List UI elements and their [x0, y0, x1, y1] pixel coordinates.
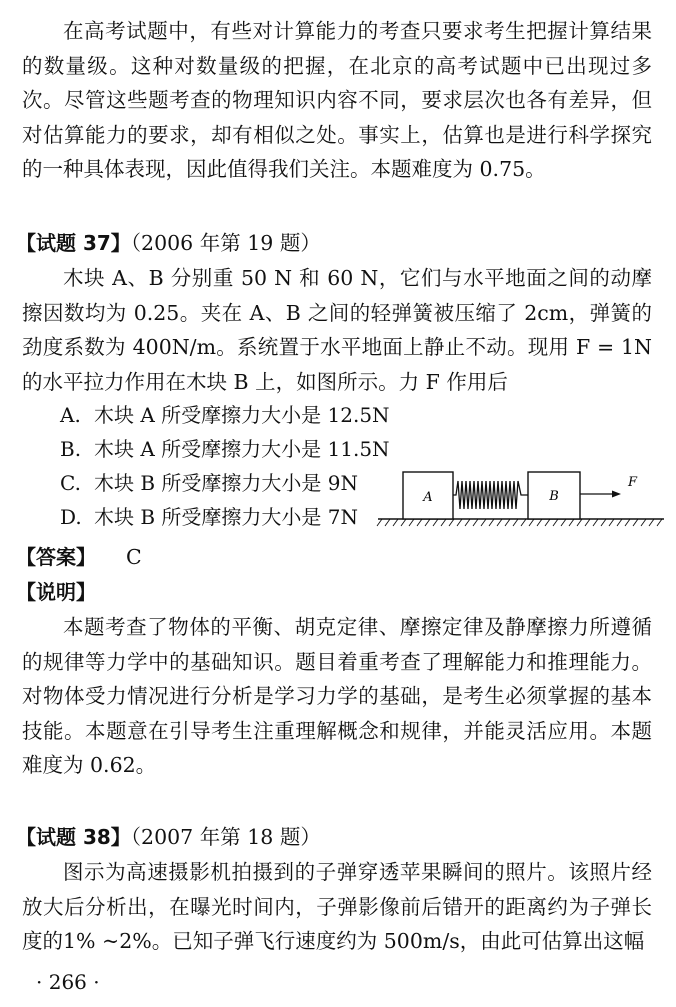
question-38-source: （2007 年第 18 题）: [130, 825, 321, 849]
explanation-heading: [16, 575, 96, 609]
force-label: F: [628, 475, 638, 490]
question-38-stem: 图示为高速摄影机拍摄到的子弹穿透苹果瞬间的照片。该照片经放大后分析出，在曝光时间内，子弹影像前后错开的距离约为子弹长度的1% ~2%。已知子弹飞行速度约为 500m/s，由此可估算出这幅: [22, 860, 652, 953]
option-b-label: B.: [60, 437, 82, 461]
option-c-label: C.: [60, 471, 81, 495]
option-d-text: 木块 B 所受摩擦力大小是 7N: [94, 505, 358, 529]
page-number: · 266 ·: [36, 970, 100, 994]
question-38-number: 【试题 38】: [16, 825, 131, 849]
option-a-label: A.: [60, 403, 81, 427]
question-37-explanation: 本题考查了物体的平衡、胡克定律、摩擦定律及静摩擦力所遵循的规律等力学中的基础知识。题目着重考查了理解能力和推理能力。对物体受力情况进行分析是学习力学的基础，是考生必须掌握的基本技能。本题意在引导考生注重理解概念和规律，并能灵活应用。本题难度为 0.62。: [22, 615, 652, 777]
answer-label: 【答案】: [16, 545, 96, 569]
ground-hatching: [377, 519, 662, 526]
spring-blocks-figure: [376, 462, 666, 530]
explanation-label: 【说明】: [16, 580, 96, 604]
option-c: [60, 466, 358, 500]
answer-line: [16, 540, 142, 574]
intro-paragraph: 在高考试题中，有些对计算能力的考查只要求考生把握计算结果的数量级。这种对数量级的把握，在北京的高考试题中已出现过多次。尽管这些题考查的物理知识内容不同，要求层次也各有差异，但对估算能力的要求，却有相似之处。事实上，估算也是进行科学探究的一种具体表现，因此值得我们关注。本题难度为 0.75。: [22, 19, 652, 181]
question-37-source: （2006 年第 19 题）: [130, 231, 321, 255]
option-b-text: 木块 A 所受摩擦力大小是 11.5N: [94, 437, 390, 461]
option-a: [60, 398, 390, 432]
option-d: [60, 500, 358, 534]
force-arrow-head: [612, 491, 621, 498]
block-a-label: A: [423, 490, 433, 505]
option-c-text: 木块 B 所受摩擦力大小是 9N: [94, 471, 358, 495]
question-37-stem: 木块 A、B 分别重 50 N 和 60 N，它们与水平地面之间的动摩擦因数均为 0.25。夹在 A、B 之间的轻弹簧被压缩了 2cm，弹簧的劲度系数为 400N/m。系统置于水平地面上静止不动。现用 F = 1N 的水平拉力作用在木块 B 上，如图所示。力 F 作用后: [22, 266, 652, 394]
question-38-heading: [16, 820, 321, 854]
question-37-number: 【试题 37】: [16, 231, 131, 255]
option-a-text: 木块 A 所受摩擦力大小是 12.5N: [94, 403, 390, 427]
block-b-label: B: [549, 489, 559, 504]
spring: [453, 481, 528, 509]
option-b: [60, 432, 390, 466]
option-d-label: D.: [60, 505, 82, 529]
question-37-heading: [16, 226, 321, 260]
answer-value: C: [126, 545, 142, 569]
